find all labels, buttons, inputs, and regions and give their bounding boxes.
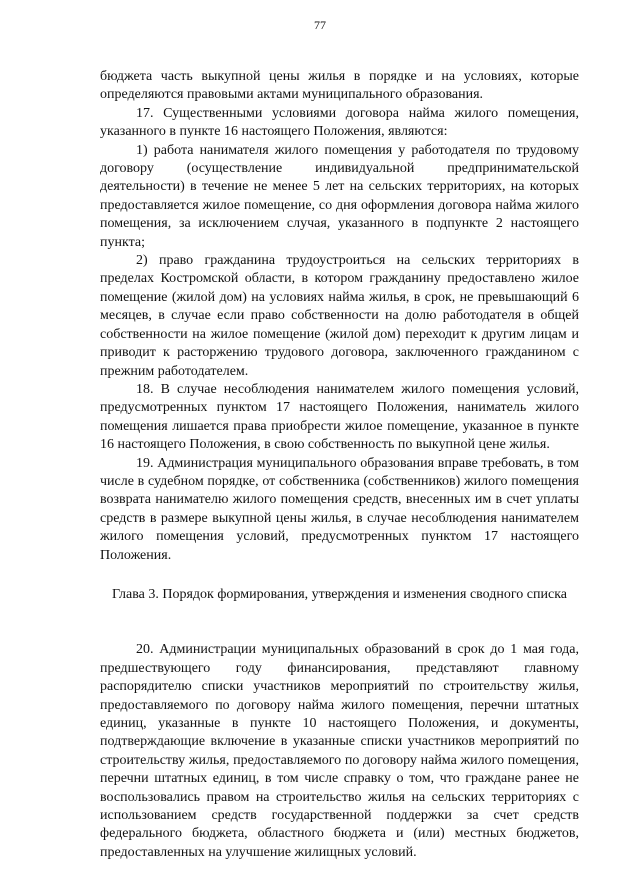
paragraph-17-item-2: 2) право гражданина трудоустроиться на сельских территориях в пределах Костромской области, в котором гражданину предоставлено жилое помещение (жилой дом) на условиях найма жилья, в срок, не превышающий 6 месяцев, в случае если право собственности на долю работодателя в общей собственности на жилое помещение (жилой дом) переходит к другим лицам и приводит к расторжению трудового договора, заключенного гражданином с прежним работодателем. [100,253,579,379]
paragraph-18: 18. В случае несоблюдения нанимателем жилого помещения условий, предусмотренных пунктом 17 настоящего Положения, наниматель жилого помещения лишается права приобрести жилое помещение, указанное в пункте 16 настоящего Положения, в свою собственность по выкупной цене жилья. [100,381,579,453]
paragraph-20: 20. Администрации муниципальных образований в срок до 1 мая года, предшествующего году финансирования, представляют главному распорядителю списки участников мероприятий по строительству жилья, предоставляемого по договору найма жилого помещения, перечни штатных единиц, указанные в пункте 10 настоящего Положения, и документы, подтверждающие включение в указанные списки участников мероприятий по строительству жилья, предоставляемого по договору найма жилого помещения, перечни штатных единиц, в том числе справку о том, что граждане ранее не воспользовались правом на строительство жилья на сельских территориях с использованием средств государственной поддержки за счет средств федерального бюджета, областного бюджета и (или) местных бюджетов, предоставленных на улучшение жилищных условий. [100,642,579,860]
paragraph-19: 19. Администрация муниципального образования вправе требовать, в том числе в судебном порядке, от собственника (собственников) жилого помещения возврата нанимателю жилого помещения средств, внесенных им в счет уплаты средств в размере выкупной цены жилья, в случае несоблюдения нанимателем жилого помещения условий, предусмотренных пунктом 17 настоящего Положения. [100,455,579,563]
chapter-heading: Глава 3. Порядок формирования, утверждения и изменения сводного списка [112,586,567,602]
paragraph-17: 17. Существенными условиями договора найма жилого помещения, указанного в пункте 16 настоящего Положения, являются: [100,105,579,140]
paragraph-17-item-1: 1) работа нанимателя жилого помещения у работодателя по трудовому договору (осуществление индивидуальной предпринимательской деятельности) в течение не менее 5 лет на сельских территориях, на которых предоставляется жилое помещение, со дня оформления договора найма жилого помещения, за исключением случая, указанного в подпункте 2 настоящего пункта; [100,142,579,250]
document-body [100,68,579,862]
page-number: 77 [314,18,326,32]
paragraph-continuation: бюджета часть выкупной цены жилья в порядке и на условиях, которые определяются правовыми актами муниципального образования. [100,69,579,103]
